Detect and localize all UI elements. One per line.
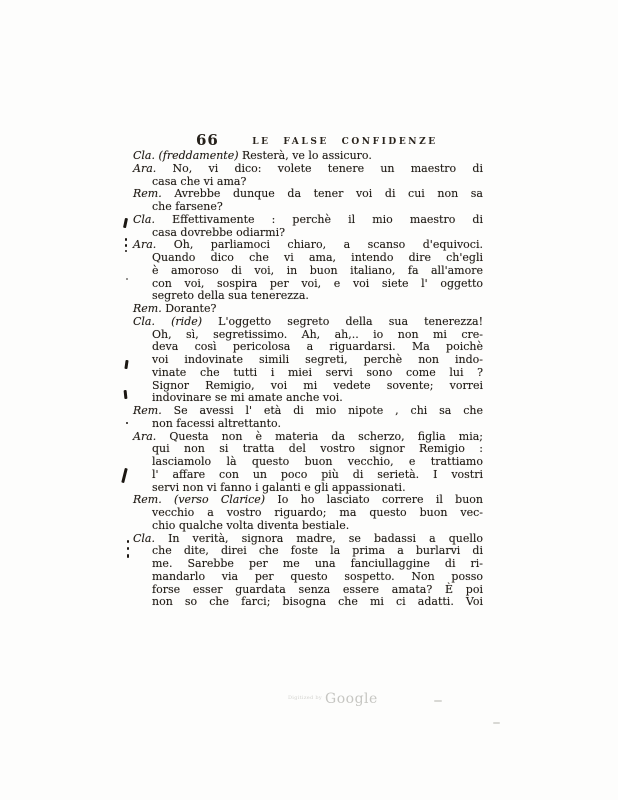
stage-direction: (ride): [171, 314, 219, 328]
line-text: chio qualche volta diventa bestiale.: [152, 518, 350, 532]
line-text: casa dovrebbe odiarmi?: [152, 225, 285, 239]
line-text: segreto della sua tenerezza.: [152, 289, 309, 303]
ink-speck: [125, 244, 127, 247]
ink-speck: [123, 218, 128, 228]
speaker-abbrev: Rem.: [133, 187, 175, 201]
stage-direction: (freddamente): [158, 149, 243, 162]
line-text: forse esser guardata senza essere amata? È poi: [152, 582, 483, 596]
ink-speck: [124, 360, 128, 369]
google-logo: Google: [325, 691, 378, 707]
line-text: è amoroso di voi, in buon italiano, fa all'amore: [152, 263, 483, 277]
line-text: vecchio a vostro riguardo; ma questo buon vec-: [152, 506, 483, 519]
line-text: No, vi dico: volete tenere un maestro di: [172, 161, 483, 175]
speaker-abbrev: Ara.: [133, 161, 173, 175]
speaker-abbrev: Rem.: [133, 302, 166, 315]
line-text: Oh, parliamoci chiaro, a scanso d'equivoci.: [173, 238, 483, 252]
ink-speck: [127, 540, 129, 543]
speaker-abbrev: Rem.: [133, 404, 174, 417]
line-text: vinate che tutti i miei servi sono come lui ?: [152, 365, 483, 379]
line-text: Quando dico che vi ama, intendo dire ch'egli: [152, 251, 483, 264]
line-text: non facessi altrettanto.: [152, 416, 281, 430]
dialogue-text-block: [133, 149, 484, 609]
line-text: casa che vi ama?: [152, 174, 247, 188]
line-text: Avrebbe dunque da tener voi di cui non sa: [174, 187, 483, 201]
speaker-abbrev: Rem.: [133, 493, 175, 507]
line-text: che farsene?: [152, 200, 223, 213]
speaker-abbrev: Cla.: [133, 149, 159, 162]
line-text: l' affare con un poco più di serietà. I vostri: [152, 467, 483, 481]
line-text: In verità, signora madre, se badassi a quello: [168, 531, 483, 545]
line-text: non so che farci; bisogna che mi ci adatti. Voi: [152, 595, 483, 609]
speaker-abbrev: Cla.: [133, 314, 172, 328]
line-text: Questa non è materia da scherzo, figlia mia;: [169, 429, 484, 443]
ink-speck: [126, 278, 128, 280]
ink-speck: [124, 390, 128, 399]
line-text: con voi, sospira per voi, e voi siete l' oggetto: [152, 276, 483, 290]
speaker-abbrev: Ara.: [133, 238, 174, 252]
ink-speck: [127, 547, 129, 550]
line-text: indovinare se mi amate anche voi.: [152, 391, 343, 405]
stage-direction: (verso Clarice): [174, 493, 278, 507]
running-title: LE FALSE CONFIDENZE: [252, 137, 438, 147]
digitized-by-label: Digitized by: [288, 695, 323, 701]
line-text: Oh, sì, segretissimo. Ah, ah,.. io non mi cre-: [152, 327, 483, 341]
line-text: voi indovinate simili segreti, perchè non indo-: [152, 353, 483, 366]
line-text: Dorante?: [165, 302, 217, 315]
ink-speck: [127, 554, 129, 558]
line-text: Signor Remigio, voi mi vedete sovente; vorrei: [152, 378, 483, 392]
line-text: Io ho lasciato correre il buon: [277, 493, 484, 507]
scan-smudge: [434, 700, 442, 702]
speaker-abbrev: Cla.: [133, 531, 169, 545]
dialogue-line: [152, 596, 483, 609]
page-number: 66: [196, 131, 219, 149]
line-text: lasciamolo là questo buon vecchio, e trattiamo: [152, 455, 483, 468]
line-text: Effettivamente : perchè il mio maestro di: [172, 212, 483, 226]
ink-speck: [121, 468, 128, 483]
speaker-abbrev: Cla.: [133, 212, 173, 226]
speaker-abbrev: Ara.: [133, 429, 170, 443]
line-text: L'oggetto segreto della sua tenerezza!: [218, 314, 483, 328]
line-text: mandarlo via per questo sospetto. Non posso: [152, 569, 483, 583]
scan-smudge: [493, 722, 500, 724]
ink-speck: [126, 422, 128, 424]
ink-speck: [125, 238, 127, 241]
line-text: che dite, direi che foste la prima a burlarvi di: [152, 544, 483, 558]
google-watermark: [288, 688, 378, 707]
line-text: deva così pericolosa a riguardarsi. Ma poichè: [152, 340, 483, 354]
line-text: qui non si tratta del vostro signor Remigio :: [152, 442, 483, 456]
ink-speck: [125, 250, 127, 252]
line-text: me. Sarebbe per me una fanciullaggine di ri-: [152, 557, 483, 570]
line-text: servi non vi fanno i galanti e gli appassionati.: [152, 480, 406, 494]
line-text: Resterà, ve lo assicuro.: [242, 149, 372, 162]
line-text: Se avessi l' età di mio nipote , chi sa che: [173, 404, 483, 417]
